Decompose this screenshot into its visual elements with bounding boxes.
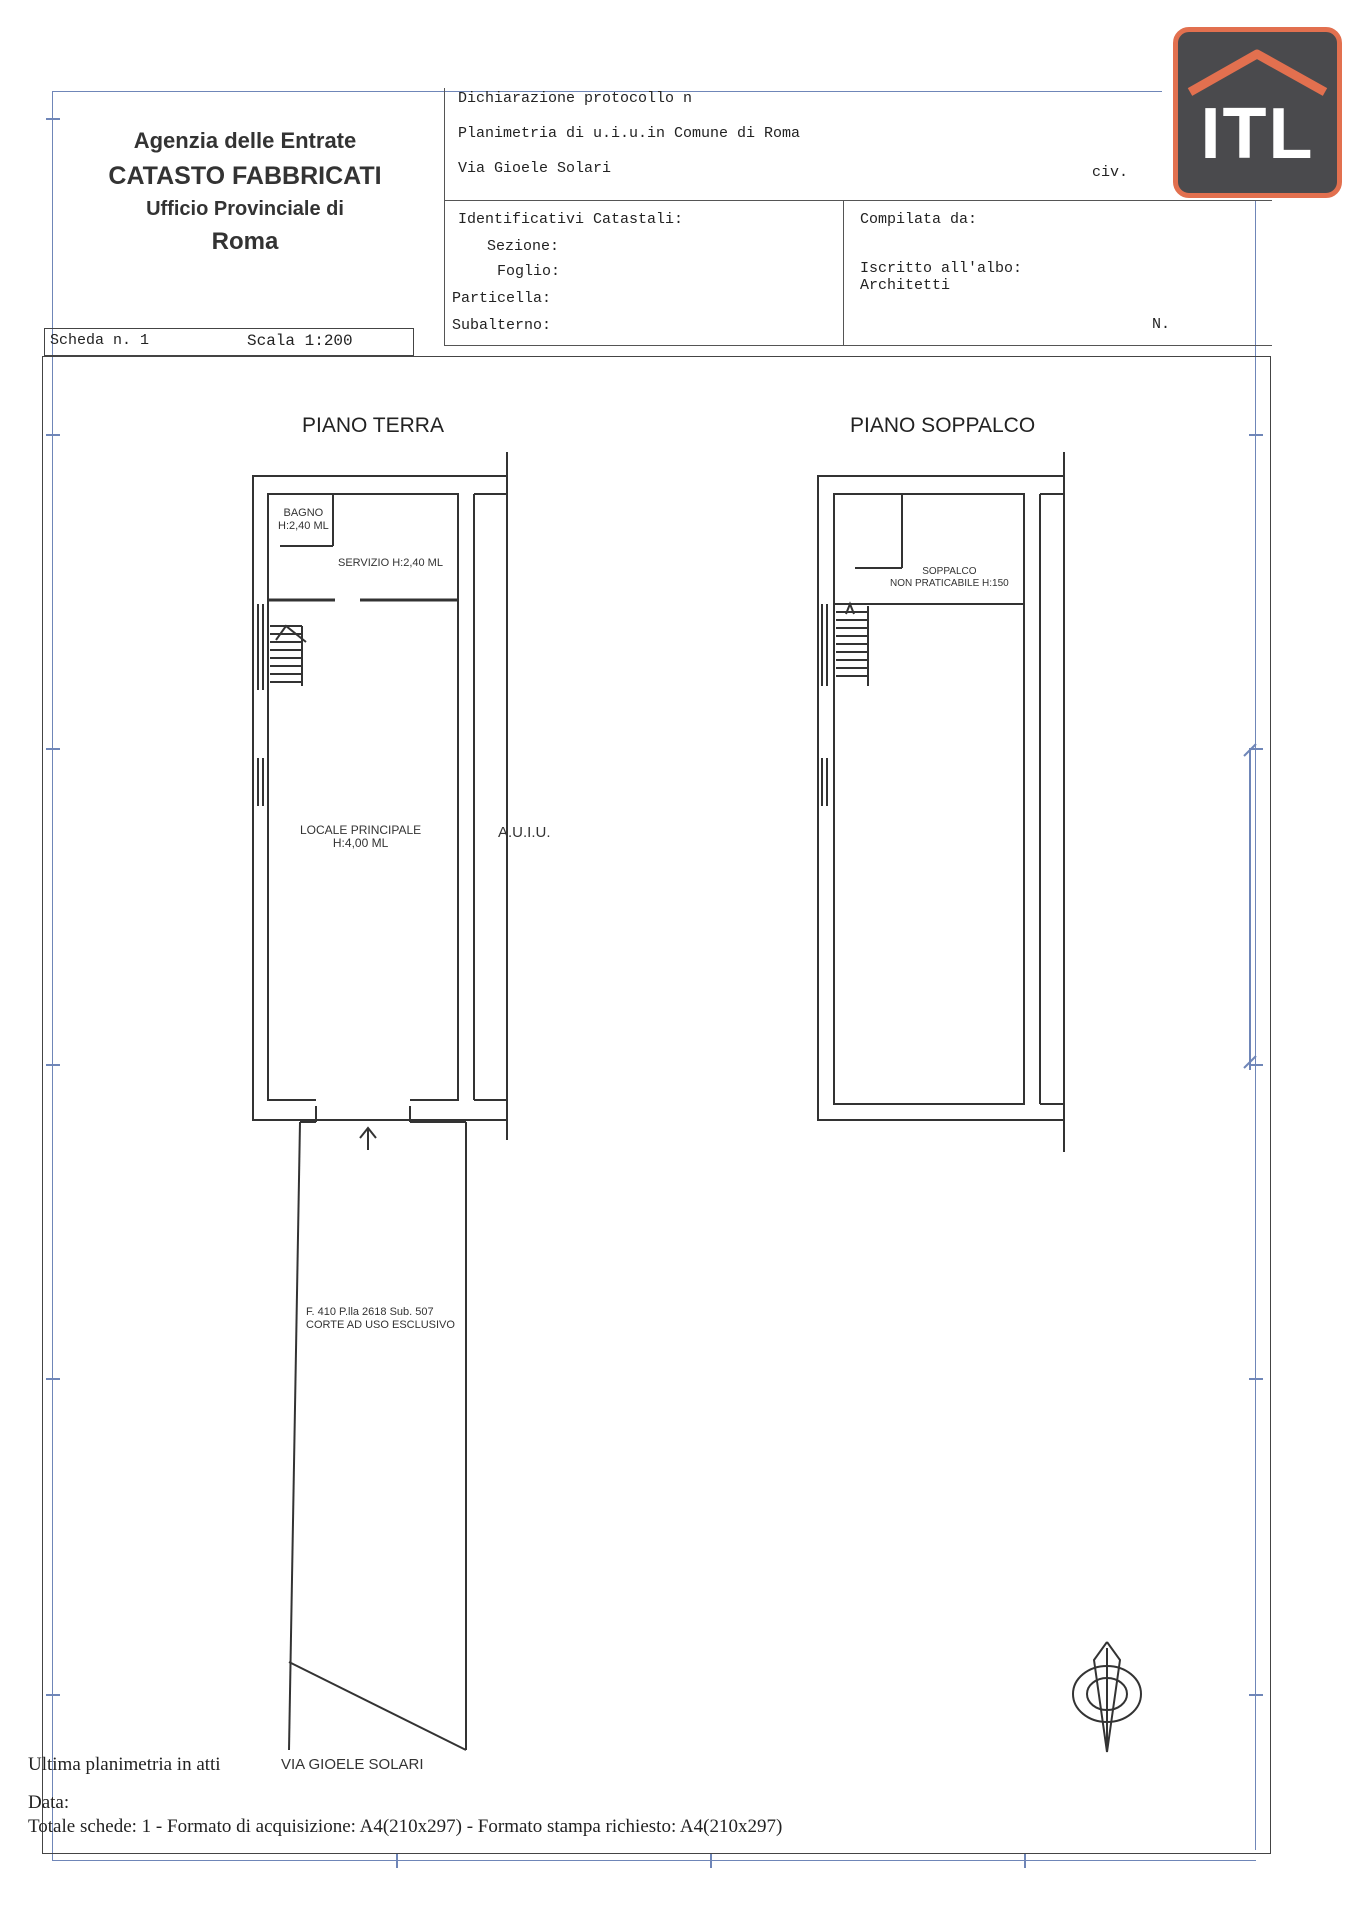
office-city: Roma (211, 228, 279, 255)
corte-label (306, 1306, 455, 1332)
register-number-label: N. (1152, 316, 1171, 333)
register-name: CATASTO FABBRICATI (108, 162, 382, 190)
civ-label: civ. (1092, 164, 1129, 181)
subalterno-label: Subalterno: (452, 317, 552, 334)
auiu-label: A.U.I.U. (498, 824, 551, 841)
north-arrow-icon (1073, 1642, 1141, 1752)
bagno-name: BAGNO (283, 507, 324, 519)
mezzanine-title: PIANO SOPPALCO (850, 414, 1036, 437)
locale-label (300, 824, 421, 850)
locale-name: LOCALE PRINCIPALE (300, 823, 422, 837)
address-label: Via Gioele Solari (458, 160, 612, 177)
agency-name: Agenzia delle Entrate (133, 128, 357, 153)
plan-label: Planimetria di u.i.u.in Comune di Roma (458, 125, 801, 142)
soppalco-label (890, 566, 1009, 590)
ground-floor-title: PIANO TERRA (302, 414, 444, 437)
sheet-number: Scheda n. 1 (50, 332, 150, 349)
date-label: Data: (28, 1792, 70, 1813)
registered-label: Iscritto all'albo: (860, 260, 1023, 277)
soppalco-height: NON PRATICABILE H:150 (890, 578, 1009, 589)
sezione-label: Sezione: (487, 238, 560, 255)
totals-label: Totale schede: 1 - Formato di acquisizione: A4(210x297) - Formato stampa richiesto: A4(210x297) (28, 1816, 783, 1837)
particella-label: Particella: (452, 290, 552, 307)
provincial-office: Ufficio Provinciale di (146, 198, 344, 220)
foglio-label: Foglio: (497, 263, 561, 280)
street-label: VIA GIOELE SOLARI (281, 1756, 424, 1773)
bagno-height: H:2,40 ML (278, 520, 329, 532)
corte-name: CORTE AD USO ESCLUSIVO (306, 1319, 455, 1331)
locale-height: H:4,00 ML (332, 836, 389, 850)
logo-text: ITL (1200, 94, 1315, 174)
soppalco-name: SOPPALCO (922, 566, 977, 577)
bagno-label (278, 507, 329, 533)
identifiers-title: Identificativi Catastali: (458, 211, 684, 228)
servizio-label: SERVIZIO H:2,40 ML (338, 557, 443, 569)
last-plan-label: Ultima planimetria in atti (28, 1754, 221, 1775)
sheet-scale: Scala 1:200 (247, 332, 353, 350)
protocol-label: Dichiarazione protocollo n (458, 90, 693, 107)
profession-label: Architetti (860, 277, 951, 294)
compiled-by-label: Compilata da: (860, 211, 978, 228)
corte-reference: F. 410 P.lla 2618 Sub. 507 (306, 1306, 434, 1318)
